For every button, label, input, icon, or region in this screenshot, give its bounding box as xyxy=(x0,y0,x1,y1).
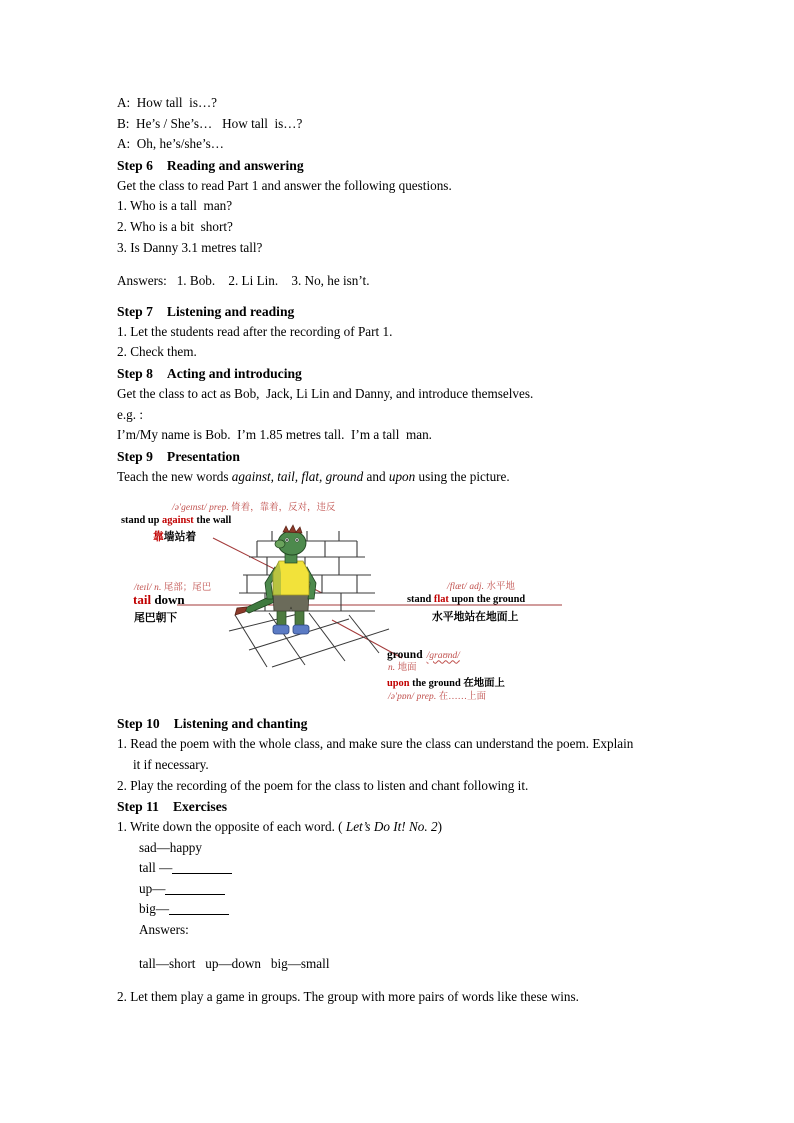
dinosaur-shoe-right xyxy=(293,625,309,634)
upon-phonetic-text: /ə'pɒn/ xyxy=(388,692,415,703)
flat-eng-highlight: flat xyxy=(433,594,449,606)
dinosaur-crest xyxy=(283,525,302,533)
annotation-flat-chinese: 水平地站在地面上 xyxy=(432,611,519,624)
step-7-item-2: 2. Check them. xyxy=(117,344,197,360)
step-6-question-3: 3. Is Danny 3.1 metres tall? xyxy=(117,239,263,255)
step-6-heading xyxy=(117,155,687,176)
annotation-upon-phonetic xyxy=(388,688,486,702)
dinosaur-shorts xyxy=(273,593,309,611)
step-6-question-2: 2. Who is a bit short? xyxy=(117,218,233,234)
against-eng-pre: stand up xyxy=(121,515,163,527)
step-11-exercise-2: 2. Let them play a game in groups. The group with more pairs of words like these wins. xyxy=(117,989,579,1005)
step-10-item-1-cont: it if necessary. xyxy=(133,756,209,772)
step-6-title: Reading and answering xyxy=(166,157,304,173)
against-eng-post: the wall xyxy=(193,515,232,527)
step-11-title: Exercises xyxy=(172,799,228,815)
ground-cn-gloss: 地面 xyxy=(397,663,417,674)
annotation-tail-english xyxy=(133,591,185,609)
step-9-new-word-2: upon xyxy=(388,468,416,484)
annotation-against-phonetic xyxy=(172,499,336,513)
annotation-against-english xyxy=(121,515,231,526)
dialogue-line-b1: B: He’s / She’s… How tall is…? xyxy=(117,115,303,131)
upon-eng-highlight: upon xyxy=(387,678,410,690)
annotation-flat-english xyxy=(407,594,525,605)
against-cn-highlight: 靠 xyxy=(153,531,164,544)
spacer xyxy=(117,292,687,301)
step-8-number: Step 8 xyxy=(117,365,153,381)
annotation-against-chinese xyxy=(153,529,196,544)
step-9-heading xyxy=(117,446,687,467)
step-11-heading xyxy=(117,796,687,817)
dinosaur-shoe-left xyxy=(273,625,289,634)
flat-eng-pre: stand xyxy=(407,594,434,606)
against-eng-highlight: against xyxy=(162,515,194,527)
word-pair-given: sad—happy xyxy=(139,839,202,855)
word-pair-row xyxy=(117,879,687,900)
ex1-pre: 1. Write down the opposite of each word. ( xyxy=(117,819,346,835)
ex1-post: ) xyxy=(437,819,442,835)
step-6-question-1: 1. Who is a tall man? xyxy=(117,198,233,214)
word-pair-given: big— xyxy=(139,901,170,917)
figure-canvas xyxy=(117,495,687,713)
upon-pos: prep. xyxy=(416,692,437,703)
page-content xyxy=(117,93,687,1008)
annotation-tail-chinese: 尾巴朝下 xyxy=(134,612,178,625)
step-10-item-2: 2. Play the recording of the poem for the class to listen and chant following it. xyxy=(117,777,529,793)
spacer xyxy=(117,941,687,954)
flat-eng-post: upon the ground xyxy=(448,594,526,606)
step-10-item-1: 1. Read the poem with the whole class, and make sure the class can understand the poem. Explain xyxy=(117,736,634,752)
upon-eng-post: the ground xyxy=(409,678,464,690)
tail-phonetic-text: /teɪl/ xyxy=(134,583,152,594)
step-7-item-1: 1. Let the students read after the recording of Part 1. xyxy=(117,323,393,339)
dinosaur-tail-tip xyxy=(235,607,247,615)
annotation-ground-gloss xyxy=(388,659,417,673)
word-pair-given: up— xyxy=(139,880,166,896)
word-pair-row xyxy=(117,899,687,920)
step-10-title: Listening and chanting xyxy=(173,716,308,732)
step-11-exercise-1 xyxy=(117,817,687,838)
upon-cn-gloss: 在……上面 xyxy=(438,692,487,703)
step-9-intro-mid: and xyxy=(363,468,389,484)
step-11-answers-line: tall—short up—down big—small xyxy=(139,955,330,971)
dinosaur-snout xyxy=(275,540,285,548)
flat-pos: adj. xyxy=(469,582,485,593)
tail-cn-gloss: 尾部；尾巴 xyxy=(163,583,212,594)
against-pos: prep. xyxy=(209,503,229,514)
step-10-heading xyxy=(117,713,687,734)
step-11-number: Step 11 xyxy=(117,799,159,815)
upon-cn-inline: 在地面上 xyxy=(463,678,505,690)
step-9-intro xyxy=(117,467,687,488)
floor-tiles xyxy=(229,613,389,667)
against-phonetic-text: /ə'geɪnst/ xyxy=(172,503,207,514)
word-pair-row xyxy=(117,838,687,859)
flat-phonetic-text: /flæt/ xyxy=(447,582,467,593)
presentation-figure xyxy=(117,495,687,713)
step-8-intro: Get the class to act as Bob, Jack, Li Lin and Danny, and introduce themselves. xyxy=(117,385,534,401)
word-pair-row xyxy=(117,858,687,879)
step-9-title: Presentation xyxy=(166,448,240,464)
ex1-italic: Let’s Do It! No. 2 xyxy=(345,819,438,835)
step-6-number: Step 6 xyxy=(117,157,153,173)
step-7-number: Step 7 xyxy=(117,303,153,319)
tail-eng-post: down xyxy=(151,592,185,608)
spacer xyxy=(117,258,687,271)
step-10-number: Step 10 xyxy=(117,716,160,732)
step-6-intro: Get the class to read Part 1 and answer the following questions. xyxy=(117,177,452,193)
step-8-eg-text: I’m/My name is Bob. I’m 1.85 metres tall. I’m a tall man. xyxy=(117,427,432,443)
dialogue-line-a1: A: How tall is…? xyxy=(117,95,217,110)
step-7-title: Listening and reading xyxy=(166,303,295,319)
annotation-flat-phonetic xyxy=(447,578,515,592)
step-9-intro-pre: Teach the new words xyxy=(117,468,232,484)
against-cn-gloss: 倚着，靠着，反对，违反 xyxy=(231,503,336,514)
flat-cn-gloss: 水平地 xyxy=(486,582,515,593)
step-8-title: Acting and introducing xyxy=(166,365,302,381)
tail-pos: n. xyxy=(154,583,162,594)
step-9-intro-post: using the picture. xyxy=(415,468,510,484)
answer-blank[interactable] xyxy=(169,902,229,915)
answer-blank[interactable] xyxy=(172,861,232,874)
tail-eng-highlight: tail xyxy=(133,592,152,608)
step-7-heading xyxy=(117,301,687,322)
step-8-heading xyxy=(117,363,687,384)
step-11-answers-label: Answers: xyxy=(139,922,189,938)
step-8-eg-label: e.g. : xyxy=(117,406,144,422)
against-cn-rest: 墙站着 xyxy=(163,531,197,544)
answer-blank[interactable] xyxy=(165,882,225,895)
ground-pos: n. xyxy=(388,663,396,674)
word-pair-given: tall — xyxy=(139,860,173,876)
step-9-new-words: against, tail, flat, ground xyxy=(231,468,364,484)
step-9-number: Step 9 xyxy=(117,448,153,464)
spacer xyxy=(117,974,687,987)
ground-phonetic-text: /graʊnd/ xyxy=(426,650,460,662)
ground-headword: ground xyxy=(387,649,423,662)
dialogue-line-a2: A: Oh, he’s/she’s… xyxy=(117,136,224,152)
step-6-answers: Answers: 1. Bob. 2. Li Lin. 3. No, he isn’t. xyxy=(117,273,370,289)
